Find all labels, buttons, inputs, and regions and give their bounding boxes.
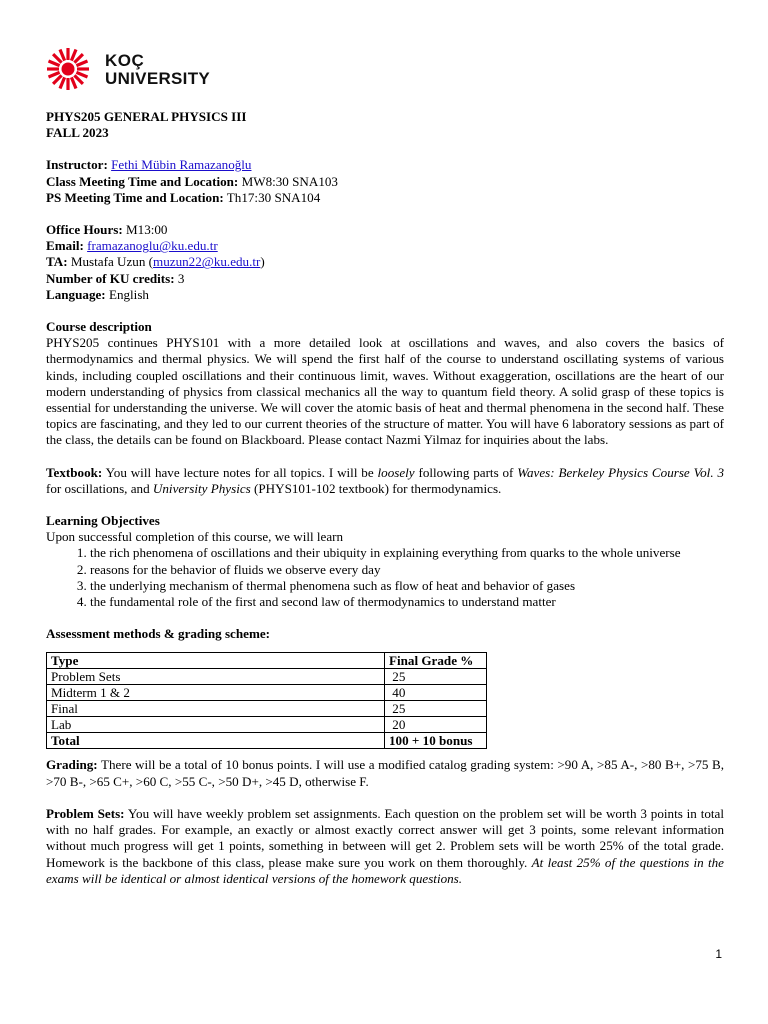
textbook-label: Textbook: [46, 464, 103, 480]
office-hours-label: Office Hours: [46, 222, 123, 238]
class-meeting-label: Class Meeting Time and Location: [46, 173, 239, 189]
table-row [47, 669, 487, 685]
table-header-row [47, 653, 487, 669]
table-cell: 20 [385, 717, 487, 733]
table-header-cell: Final Grade % [385, 653, 487, 669]
table-row [47, 701, 487, 717]
email-label: Email: [46, 238, 84, 254]
textbook-loosely: loosely [377, 464, 415, 480]
language-label: Language: [46, 286, 106, 302]
ta-label: TA: [46, 254, 68, 270]
problem-sets-italic: At least 25% of the questions in the exams will be identical or almost identical versions of the homework questions. [46, 854, 724, 886]
table-total-label: Total [47, 733, 385, 749]
page-number: 1 [715, 947, 722, 961]
table-cell: 25 [385, 701, 487, 717]
class-meeting-line [46, 174, 724, 190]
office-hours-line [46, 222, 724, 238]
credits-line [46, 271, 724, 287]
email-line [46, 238, 724, 254]
class-meeting-value: MW8:30 SNA103 [241, 173, 338, 189]
grading-paragraph [46, 757, 724, 789]
textbook-t2: following parts of [414, 464, 518, 480]
problem-sets-text: You will have weekly problem set assignments. Each question on the problem set will be worth 3 points in total with no half grades. For example, an exactly or almost exactly correct answer will get 3 points, some relevant information without much progress will get 1 points, something in between will get 2. Problem sets will be worth 25% of the total grade. Homework is the backbone of this class, please make sure you work on them thoroughly. [46, 805, 724, 870]
table-cell: Problem Sets [47, 669, 385, 685]
textbook-t3: for oscillations, and [46, 480, 153, 496]
grading-label: Grading: [46, 757, 98, 773]
syllabus-body [46, 109, 724, 887]
ta-email-link[interactable]: muzun22@ku.edu.tr [153, 254, 261, 270]
objectives-intro: Upon successful completion of this course, we will learn [46, 529, 344, 545]
logo-line-1: KOÇ [105, 51, 145, 70]
ku-emblem-icon [44, 46, 100, 92]
objectives-heading: Learning Objectives [46, 513, 160, 529]
logo-line-2: UNIVERSITY [105, 69, 211, 88]
office-hours-value: M13:00 [126, 222, 168, 238]
table-total-row [47, 733, 487, 749]
language-value: English [108, 286, 149, 302]
objective-item: 4. the fundamental role of the first and second law of thermodynamics to understand matter [90, 594, 724, 610]
ku-wordmark [105, 52, 210, 88]
credits-label: Number of KU credits: [46, 270, 175, 286]
grading-text: There will be a total of 10 bonus points. I will use a modified catalog grading system: >90 A, >85 A-, >80 B+, >75 B, >70 B-, >65 C+, >60 C, >55 C-, >50 D+, >45 D, otherwise F. [46, 757, 724, 789]
language-line [46, 287, 724, 303]
textbook-book2: University Physics [152, 480, 251, 496]
table-cell: 40 [385, 685, 487, 701]
textbook-paragraph [46, 465, 724, 497]
grading-table [46, 652, 487, 749]
textbook-t1: You will have lecture notes for all topics. I will be [102, 464, 378, 480]
problem-sets-paragraph [46, 806, 724, 887]
table-header-cell: Type [47, 653, 385, 669]
objective-item: 3. the underlying mechanism of thermal phenomena such as flow of heat and behavior of gases [90, 578, 724, 594]
table-row [47, 685, 487, 701]
ps-meeting-line [46, 190, 724, 206]
ta-name: Mustafa Uzun ( [70, 254, 154, 270]
objective-item: 2. reasons for the behavior of fluids we observe every day [90, 562, 724, 578]
objectives-list [46, 545, 724, 610]
instructor-link[interactable]: Fethi Mübin Ramazanoğlu [111, 157, 252, 173]
table-row [47, 717, 487, 733]
table-cell: 25 [385, 669, 487, 685]
textbook-book1: Waves: Berkeley Physics Course Vol. 3 [517, 464, 724, 480]
table-cell: Midterm 1 & 2 [47, 685, 385, 701]
table-total-value: 100 + 10 bonus [385, 733, 487, 749]
table-cell: Lab [47, 717, 385, 733]
ps-meeting-value: Th17:30 SNA104 [226, 189, 321, 205]
table-cell: Final [47, 701, 385, 717]
assessment-heading: Assessment methods & grading scheme: [46, 626, 271, 642]
course-title: PHYS205 GENERAL PHYSICS III [46, 109, 247, 124]
textbook-t4: (PHYS101-102 textbook) for thermodynamics. [250, 480, 502, 496]
ps-meeting-label: PS Meeting Time and Location: [46, 189, 224, 205]
ta-line [46, 254, 724, 270]
instructor-label: Instructor: [46, 157, 108, 173]
ta-close: ) [260, 254, 265, 270]
instructor-email-link[interactable]: framazanoglu@ku.edu.tr [87, 238, 218, 254]
problem-sets-label: Problem Sets: [46, 805, 125, 821]
ku-logo [44, 46, 224, 96]
objective-item: 1. the rich phenomena of oscillations and their ubiquity in explaining everything from quarks to the whole universe [90, 545, 724, 561]
course-term: FALL 2023 [46, 125, 109, 141]
credits-value: 3 [177, 270, 185, 286]
instructor-line [46, 157, 724, 173]
description-heading: Course description [46, 319, 152, 335]
description-text: PHYS205 continues PHYS101 with a more detailed look at oscillations and waves, and also covers the basics of thermodynamics and thermal physics. We will spend the first half of the course to understand oscillating systems of various kinds, including coupled oscillations and their continuous limit, waves. Without exaggeration, oscillations are the heart of our modern understanding of physics from classical mechanics all the way to quantum field theory. A solid grasp of these topics is essential for understanding the universe. We will cover the atomic basis of heat and thermal phenomena in the second half. These topics are fascinating, and they led to our current theories of the structure of matter. You will have 6 laboratory sessions as part of the class, the details can be found on Blackboard. Please contact Nazmi Yilmaz for inquiries about the labs. [46, 335, 724, 448]
